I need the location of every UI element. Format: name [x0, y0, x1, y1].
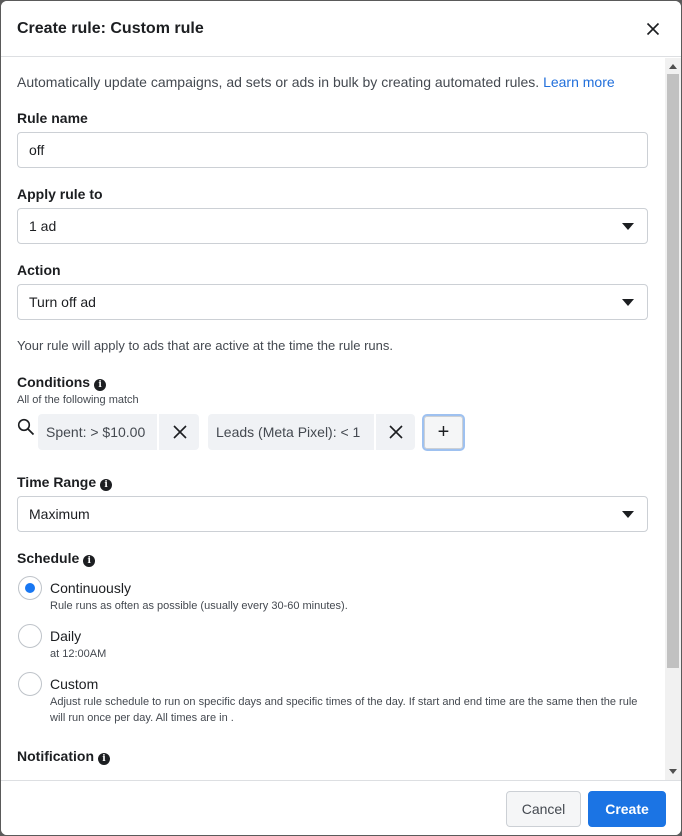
caret-down-icon [622, 299, 634, 306]
create-button[interactable]: Create [588, 791, 666, 827]
close-icon[interactable] [641, 17, 665, 41]
dialog-body [1, 58, 665, 780]
schedule-option-title: Custom [50, 676, 99, 692]
time-range-select[interactable] [17, 496, 648, 532]
condition-chip-text: Leads (Meta Pixel): < 1 [216, 424, 361, 440]
rule-name-value: off [29, 142, 45, 158]
remove-condition-icon[interactable] [172, 424, 188, 440]
apply-rule-value: 1 ad [29, 218, 57, 234]
schedule-daily-radio[interactable] [18, 624, 42, 648]
add-condition-label: + [437, 421, 450, 443]
scroll-down-icon[interactable] [669, 769, 677, 774]
schedule-option-desc: Rule runs as often as possible (usually every 30-60 minutes). [50, 600, 348, 612]
scrollbar[interactable] [665, 58, 681, 780]
scroll-up-icon[interactable] [669, 64, 677, 69]
schedule-custom-radio[interactable] [18, 672, 42, 696]
info-icon[interactable]: i [83, 555, 95, 567]
apply-rule-label: Apply rule to [17, 186, 103, 202]
action-label: Action [17, 262, 61, 278]
create-rule-dialog [1, 1, 681, 835]
learn-more-link[interactable]: Learn more [543, 74, 615, 90]
time-range-value: Maximum [29, 506, 90, 522]
schedule-option-title: Continuously [50, 580, 131, 596]
scrollbar-thumb[interactable] [667, 74, 679, 668]
info-icon[interactable]: i [94, 379, 106, 391]
notification-label: Notification i [17, 748, 110, 765]
intro-text: Automatically update campaigns, ad sets or ads in bulk by creating automated rules. Learn more [17, 74, 615, 90]
conditions-sub: All of the following match [17, 394, 139, 406]
schedule-option-title: Daily [50, 628, 82, 644]
condition-chip[interactable] [208, 414, 415, 450]
caret-down-icon [622, 511, 634, 518]
add-condition-button[interactable] [422, 414, 465, 451]
action-value: Turn off ad [29, 294, 96, 310]
action-note: Your rule will apply to ads that are active at the time the rule runs. [17, 338, 393, 353]
info-icon[interactable]: i [100, 479, 112, 491]
condition-chip-text: Spent: > $10.00 [46, 424, 146, 440]
schedule-option-desc: Adjust rule schedule to run on specific days and specific times of the day. If start and end time are the same then the rule will run once per day. All times are in . [50, 696, 638, 724]
schedule-option-desc: at 12:00AM [50, 648, 107, 660]
search-icon [17, 418, 35, 436]
schedule-continuously-radio[interactable] [18, 576, 42, 600]
caret-down-icon [622, 223, 634, 230]
conditions-label: Conditions i [17, 374, 106, 391]
dialog-header [1, 1, 681, 57]
dialog-footer [1, 780, 681, 835]
action-select[interactable] [17, 284, 648, 320]
rule-name-input[interactable] [17, 132, 648, 168]
apply-rule-select[interactable] [17, 208, 648, 244]
dialog-title: Create rule: Custom rule [17, 20, 204, 37]
condition-chip[interactable] [38, 414, 199, 450]
schedule-label: Schedule i [17, 550, 95, 567]
info-icon[interactable]: i [98, 753, 110, 765]
rule-name-label: Rule name [17, 110, 88, 126]
remove-condition-icon[interactable] [388, 424, 404, 440]
cancel-button[interactable]: Cancel [506, 791, 581, 827]
time-range-label: Time Range i [17, 474, 112, 491]
